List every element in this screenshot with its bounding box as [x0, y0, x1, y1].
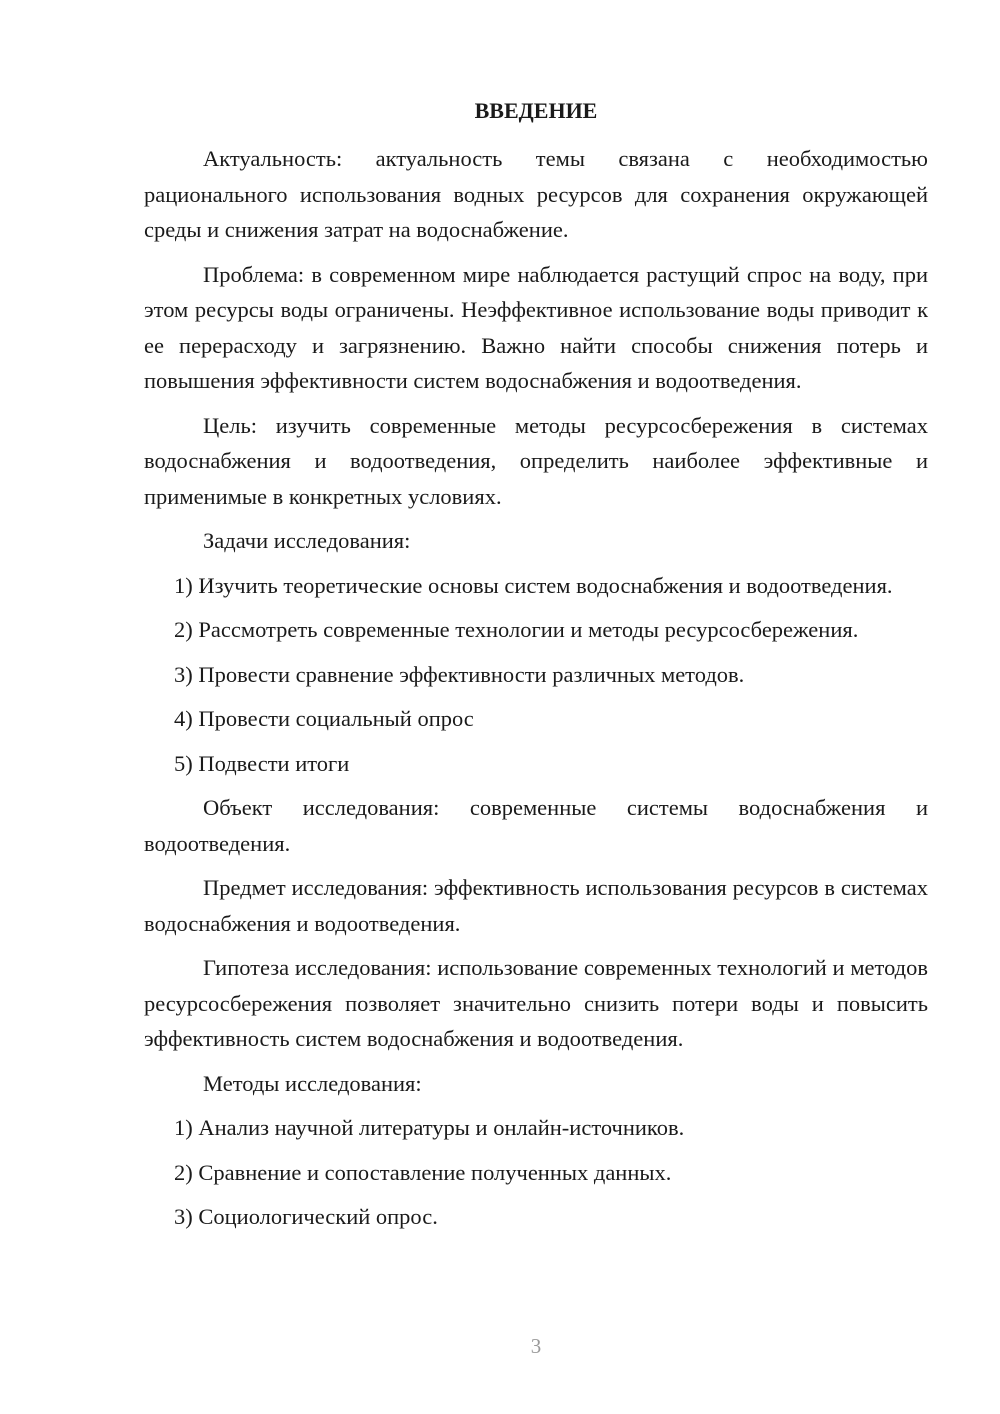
task-item: 5) Подвести итоги: [174, 750, 350, 776]
relevance-paragraph: Актуальность: актуальность темы связана с необходимостью рационального использования водных ресурсов для сохранения окружающей среды и снижения затрат на водоснабжение.: [144, 146, 928, 242]
task-item: 4) Провести социальный опрос: [174, 706, 474, 731]
page-number: 3: [530, 1334, 542, 1358]
page-title: ВВЕДЕНИЕ: [474, 98, 598, 123]
object-paragraph: Объект исследования: современные системы водоснабжения и водоотведения.: [144, 795, 928, 856]
hypothesis-paragraph: Гипотеза исследования: использование современных технологий и методов ресурсосбережения позволяет значительно снизить потери воды и повысить эффективность систем водоснабжения и водоотведения.: [144, 955, 928, 1051]
method-item: 2) Сравнение и сопоставление полученных данных.: [174, 1159, 672, 1185]
goal-paragraph: Цель: изучить современные методы ресурсосбережения в системах водоснабжения и водоотведения, определить наиболее эффективные и применимые в конкретных условиях.: [144, 412, 928, 509]
task-item: 1) Изучить теоретические основы систем водоснабжения и водоотведения.: [174, 572, 893, 598]
problem-paragraph: Проблема: в современном мире наблюдается растущий спрос на воду, при этом ресурсы воды ограничены. Неэффективное использование воды приводит к ее перерасходу и загрязнению. Важно найти способы снижения потерь и повышения эффективности систем водоснабжения и водоотведения.: [144, 261, 928, 393]
task-item: 3) Провести сравнение эффективности различных методов.: [174, 661, 745, 687]
task-item: 2) Рассмотреть современные технологии и методы ресурсосбережения.: [174, 617, 859, 642]
document-body: [144, 141, 928, 1244]
methods-heading: Методы исследования:: [203, 1070, 422, 1096]
tasks-heading: Задачи исследования:: [203, 528, 411, 553]
method-item: 3) Социологический опрос.: [174, 1204, 438, 1229]
method-item: 1) Анализ научной литературы и онлайн-источников.: [174, 1115, 685, 1140]
subject-paragraph: Предмет исследования: эффективность использования ресурсов в системах водоснабжения и водоотведения.: [144, 875, 928, 936]
